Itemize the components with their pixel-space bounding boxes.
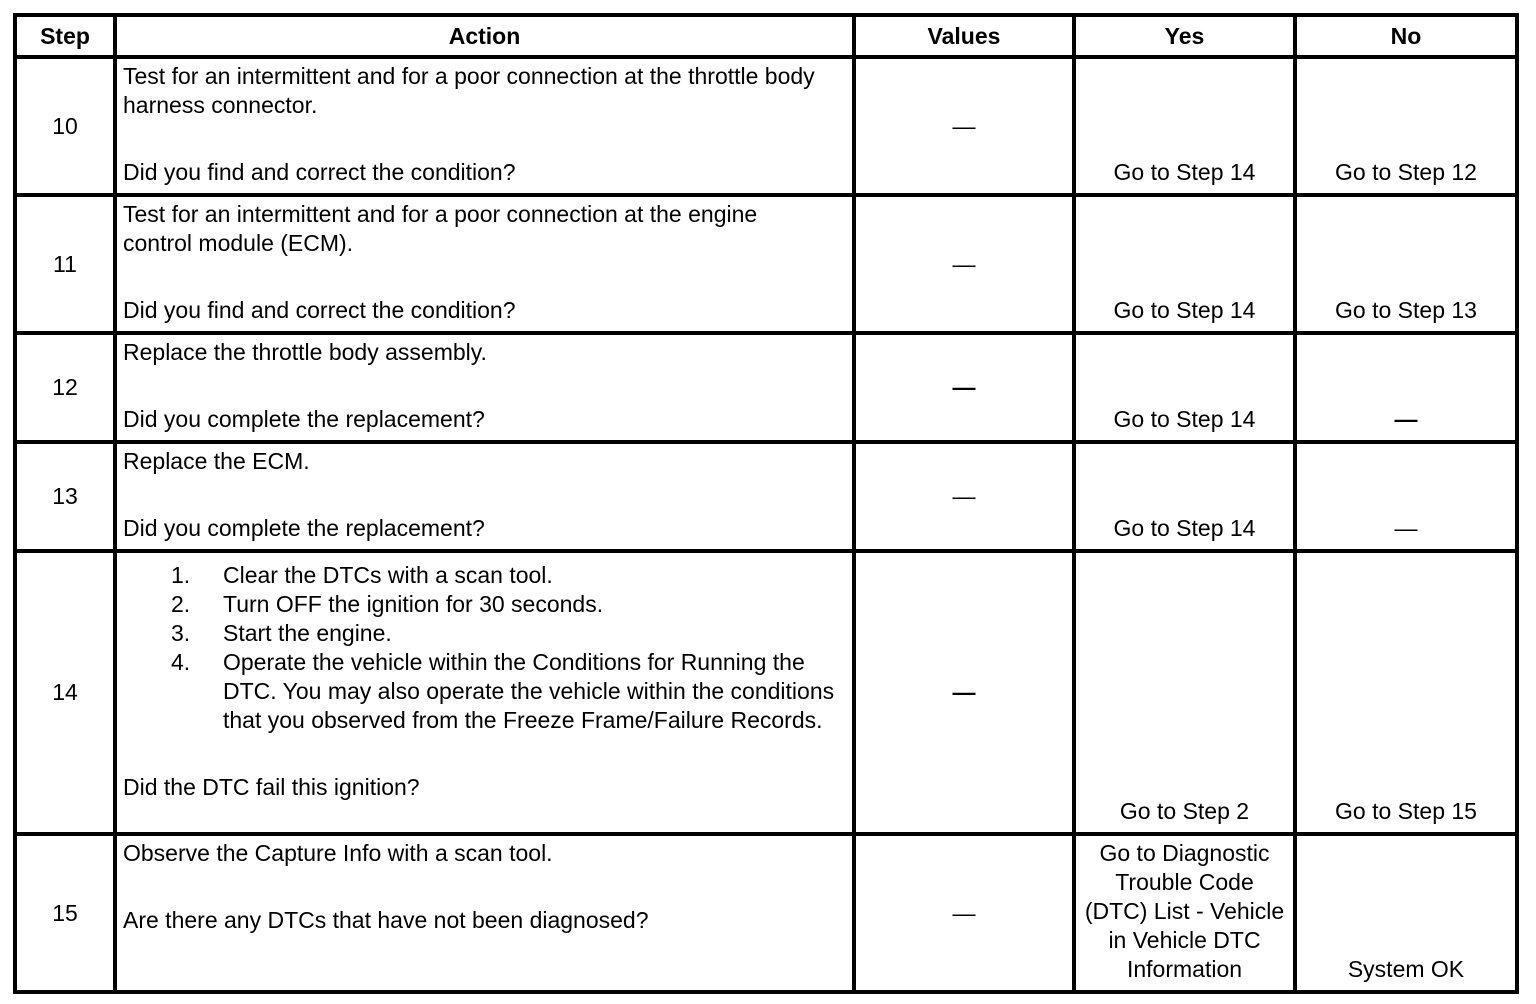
list-item <box>171 561 846 590</box>
action-cell <box>115 442 854 551</box>
list-number: 1. <box>171 562 191 588</box>
list-text: Operate the vehicle within the Conditions for Running the DTC. You may also operate the vehicle within the conditions that you observed from the Freeze Frame/Failure Records. <box>223 649 835 733</box>
no-cell: Go to Step 15 <box>1295 551 1517 834</box>
table-row <box>15 57 1517 195</box>
header-row <box>15 15 1517 57</box>
list-text: Start the engine. <box>223 620 392 646</box>
no-cell: Go to Step 12 <box>1295 57 1517 195</box>
table-row <box>15 333 1517 442</box>
header-action: Action <box>115 15 854 57</box>
list-item <box>171 590 846 619</box>
table-row <box>15 551 1517 834</box>
values-cell: — <box>854 442 1074 551</box>
list-text: Clear the DTCs with a scan tool. <box>223 562 553 588</box>
header-yes: Yes <box>1074 15 1295 57</box>
header-no: No <box>1295 15 1517 57</box>
action-text: Observe the Capture Info with a scan tool. <box>123 840 553 866</box>
yes-cell: Go to Diagnostic Trouble Code (DTC) List - Vehicle in Vehicle DTC Information <box>1074 834 1295 992</box>
step-number: 13 <box>15 442 115 551</box>
action-question: Did you find and correct the condition? <box>123 297 516 323</box>
action-cell <box>115 333 854 442</box>
values-cell: — <box>854 551 1074 834</box>
no-cell: — <box>1295 333 1517 442</box>
step-number: 15 <box>15 834 115 992</box>
action-question: Did you find and correct the condition? <box>123 159 516 185</box>
action-cell <box>115 834 854 992</box>
list-number: 3. <box>171 620 191 646</box>
yes-cell: Go to Step 14 <box>1074 57 1295 195</box>
header-step: Step <box>15 15 115 57</box>
table-row <box>15 195 1517 333</box>
step-number: 10 <box>15 57 115 195</box>
yes-cell: Go to Step 14 <box>1074 442 1295 551</box>
action-question: Did you complete the replacement? <box>123 515 485 541</box>
list-item <box>171 648 846 735</box>
action-text: Replace the throttle body assembly. <box>123 339 487 365</box>
action-text: Test for an intermittent and for a poor connection at the throttle body harness connector. <box>123 63 815 118</box>
list-number: 2. <box>171 591 191 617</box>
table-row <box>15 442 1517 551</box>
step-number: 14 <box>15 551 115 834</box>
no-cell: — <box>1295 442 1517 551</box>
action-text: Replace the ECM. <box>123 448 310 474</box>
yes-cell: Go to Step 2 <box>1074 551 1295 834</box>
list-number: 4. <box>171 649 191 675</box>
action-cell <box>115 195 854 333</box>
step-number: 11 <box>15 195 115 333</box>
values-cell: — <box>854 195 1074 333</box>
no-cell: Go to Step 13 <box>1295 195 1517 333</box>
action-question: Did the DTC fail this ignition? <box>123 774 420 800</box>
list-item <box>171 619 846 648</box>
action-question: Did you complete the replacement? <box>123 406 485 432</box>
yes-cell: Go to Step 14 <box>1074 195 1295 333</box>
numbered-list <box>123 561 846 735</box>
diagnostic-table <box>13 13 1519 994</box>
values-cell: — <box>854 834 1074 992</box>
list-text: Turn OFF the ignition for 30 seconds. <box>223 591 604 617</box>
action-text: Test for an intermittent and for a poor connection at the engine control module (ECM). <box>123 201 758 256</box>
table-row <box>15 834 1517 992</box>
action-cell <box>115 551 854 834</box>
step-number: 12 <box>15 333 115 442</box>
values-cell: — <box>854 57 1074 195</box>
header-values: Values <box>854 15 1074 57</box>
action-cell <box>115 57 854 195</box>
action-question: Are there any DTCs that have not been diagnosed? <box>123 907 649 933</box>
yes-cell: Go to Step 14 <box>1074 333 1295 442</box>
values-cell: — <box>854 333 1074 442</box>
no-cell: System OK <box>1295 834 1517 992</box>
